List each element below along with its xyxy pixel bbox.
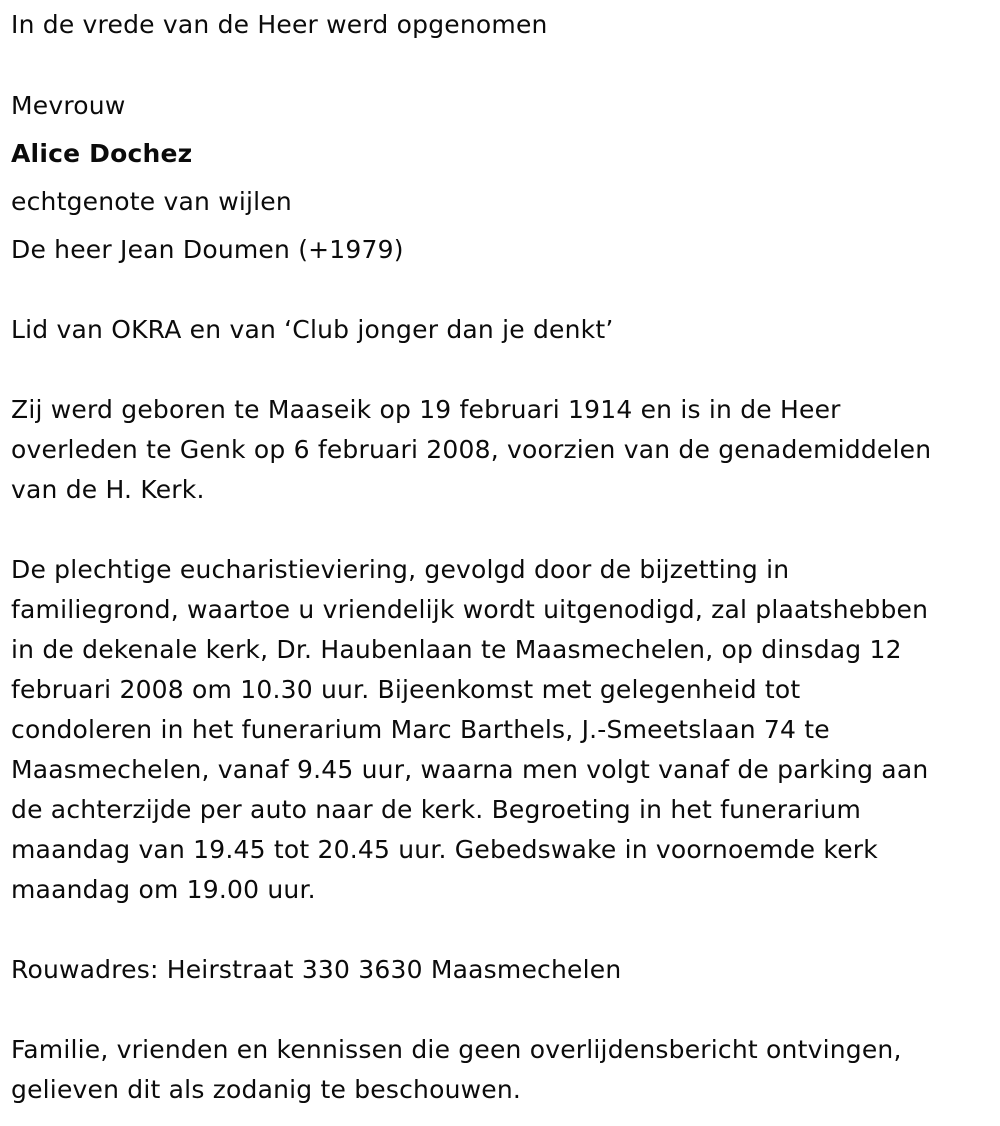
closing-paragraph — [11, 1030, 902, 1110]
paragraph-line: maandag van 19.45 tot 20.45 uur. Gebedswake in voornoemde kerk — [11, 835, 878, 864]
membership-line: Lid van OKRA en van ‘Club jonger dan je denkt’ — [11, 315, 614, 344]
paragraph-line: De plechtige eucharistieviering, gevolgd door de bijzetting in — [11, 555, 790, 584]
paragraph-line: in de dekenale kerk, Dr. Haubenlaan te Maasmechelen, op dinsdag 12 — [11, 635, 902, 664]
intro-line: In de vrede van de Heer werd opgenomen — [11, 10, 548, 39]
paragraph-line: februari 2008 om 10.30 uur. Bijeenkomst met gelegenheid tot — [11, 675, 801, 704]
paragraph-line: familiegrond, waartoe u vriendelijk wordt uitgenodigd, zal plaatshebben — [11, 595, 929, 624]
spouse-line-2: De heer Jean Doumen (+1979) — [11, 235, 404, 264]
mourning-address: Rouwadres: Heirstraat 330 3630 Maasmechelen — [11, 955, 622, 984]
honorific: Mevrouw — [11, 91, 126, 120]
paragraph-line: Maasmechelen, vanaf 9.45 uur, waarna men volgt vanaf de parking aan — [11, 755, 929, 784]
paragraph-line: maandag om 19.00 uur. — [11, 875, 316, 904]
birth-death-paragraph — [11, 390, 931, 510]
paragraph-line: Zij werd geboren te Maaseik op 19 februari 1914 en is in de Heer — [11, 395, 841, 424]
paragraph-line: overleden te Genk op 6 februari 2008, voorzien van de genademiddelen — [11, 435, 932, 464]
paragraph-line: Familie, vrienden en kennissen die geen overlijdensbericht ontvingen, — [11, 1035, 902, 1064]
paragraph-line: gelieven dit als zodanig te beschouwen. — [11, 1075, 522, 1104]
paragraph-line: de achterzijde per auto naar de kerk. Begroeting in het funerarium — [11, 795, 862, 824]
paragraph-line: van de H. Kerk. — [11, 475, 205, 504]
deceased-name: Alice Dochez — [11, 139, 193, 168]
service-paragraph — [11, 550, 928, 910]
paragraph-line: condoleren in het funerarium Marc Barthels, J.-Smeetslaan 74 te — [11, 715, 830, 744]
spouse-line-1: echtgenote van wijlen — [11, 187, 292, 216]
